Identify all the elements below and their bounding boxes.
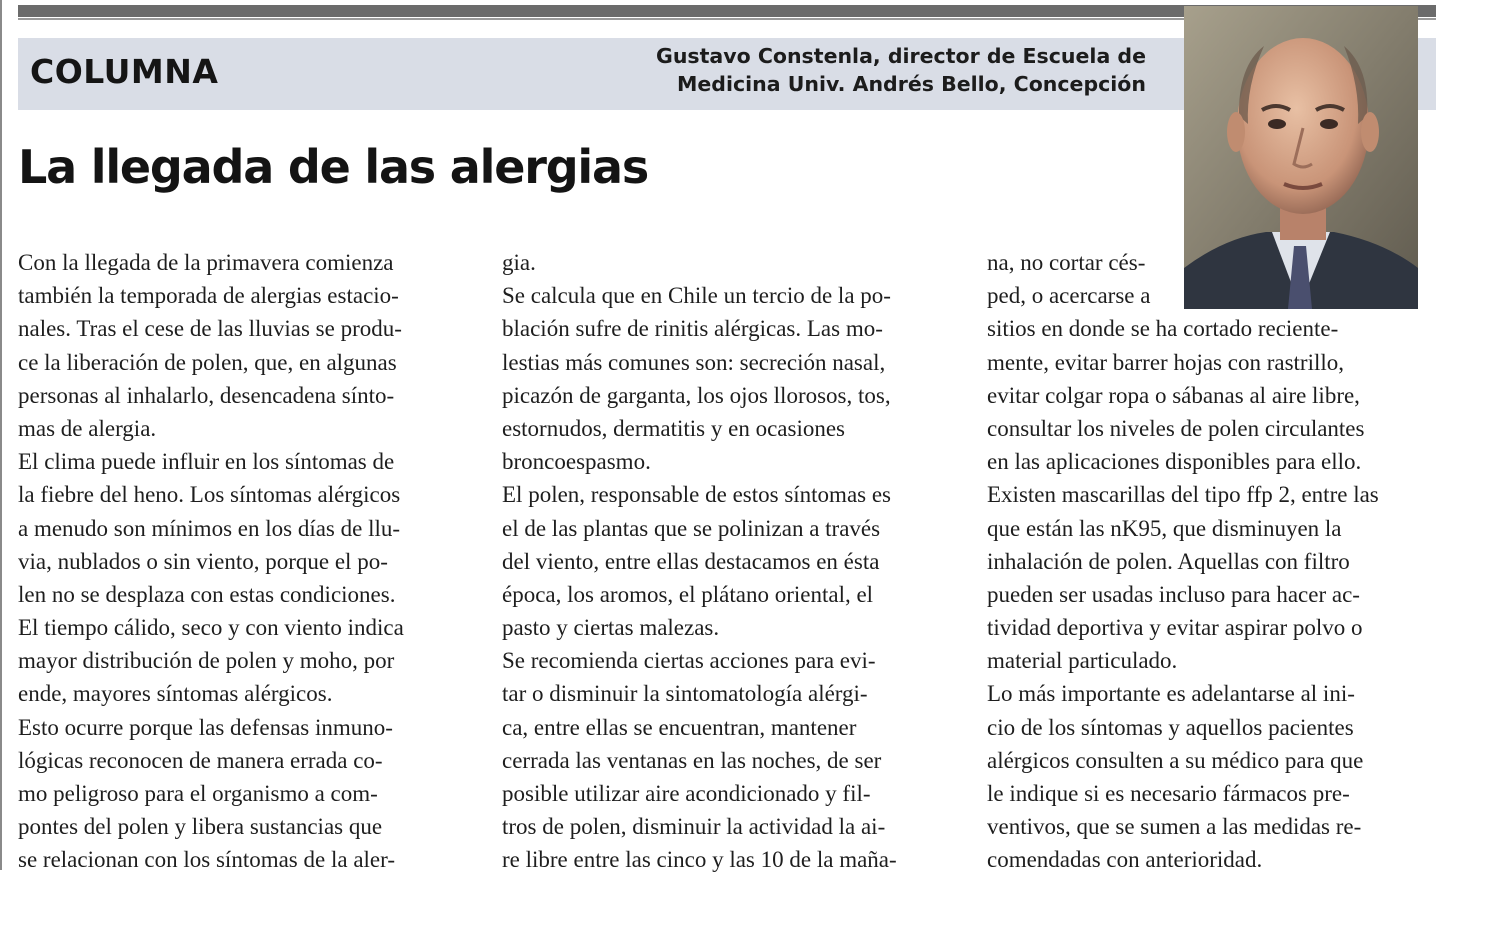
text-line: la fiebre del heno. Los síntomas alérgicos (18, 482, 401, 508)
byline-line: Gustavo Constenla, director de Escuela de (656, 44, 1146, 68)
text-line: época, los aromos, el plátano oriental, el (502, 581, 874, 607)
text-line: Esto ocurre porque las defensas inmuno- (18, 714, 393, 740)
text-line: via, nublados o sin viento, porque el po- (18, 548, 388, 574)
text-line: material particulado. (987, 648, 1178, 674)
text-line: broncoespasmo. (502, 449, 651, 475)
text-line: evitar colgar ropa o sábanas al aire libre, (987, 382, 1360, 408)
text-line: tividad deportiva y evitar aspirar polvo o (987, 615, 1363, 641)
text-line: Existen mascarillas del tipo ffp 2, entre las (987, 482, 1379, 508)
text-line: tar o disminuir la sintomatología alérgi- (502, 681, 868, 707)
text-line: mo peligroso para el organismo a com- (18, 781, 378, 806)
text-line: lógicas reconocen de manera errada co- (18, 747, 383, 773)
text-line: El tiempo cálido, seco y con viento indica (18, 615, 404, 641)
text-line: El clima puede influir en los síntomas de (18, 449, 395, 475)
text-line: Se calcula que en Chile un tercio de la po- (502, 283, 891, 309)
text-line: del viento, entre ellas destacamos en ésta (502, 548, 880, 574)
text-line: pueden ser usadas incluso para hacer ac- (987, 581, 1360, 607)
text-line: Lo más importante es adelantarse al ini- (987, 681, 1355, 707)
text-line: a menudo son mínimos en los días de llu- (18, 515, 401, 541)
byline-line: Medicina Univ. Andrés Bello, Concepción (676, 72, 1146, 96)
text-line: tros de polen, disminuir la actividad la ai- (502, 814, 886, 840)
text-line: posible utilizar aire acondicionado y fil- (502, 781, 871, 806)
text-line: blación sufre de rinitis alérgicas. Las mo- (502, 316, 883, 342)
text-line: ca, entre ellas se encuentran, mantener (502, 714, 857, 740)
text-line: El polen, responsable de estos síntomas es (502, 482, 892, 508)
text-line: Se recomienda ciertas acciones para evi- (502, 648, 876, 674)
text-line: picazón de garganta, los ojos llorosos, tos, (502, 382, 891, 408)
text-line: ende, mayores síntomas alérgicos. (18, 681, 333, 707)
text-line: gia. (502, 250, 536, 275)
text-line: lestias más comunes son: secreción nasal, (502, 349, 886, 375)
text-line: consultar los niveles de polen circulantes (987, 415, 1365, 441)
text-line: ventivos, que se sumen a las medidas re- (987, 814, 1362, 840)
text-line: mente, evitar barrer hojas con rastrillo, (987, 349, 1344, 375)
text-line: comendadas con anterioridad. (987, 847, 1263, 873)
text-line: cerrada las ventanas en las noches, de ser (502, 747, 882, 773)
text-line: alérgicos consulten a su médico para que (987, 747, 1364, 773)
text-line: ce la liberación de polen, que, en algunas (18, 349, 397, 375)
article-column-1 (18, 246, 470, 877)
text-line: re libre entre las cinco y las 10 de la maña- (502, 847, 897, 873)
text-line: pasto y ciertas malezas. (502, 615, 720, 641)
text-line: mayor distribución de polen y moho, por (18, 648, 395, 674)
article-headline: La llegada de las alergias (18, 140, 649, 194)
text-line: también la temporada de alergias estacio- (18, 283, 399, 309)
text-line: sitios en donde se ha cortado reciente- (987, 316, 1339, 342)
text-line: nales. Tras el cese de las lluvias se produ- (18, 316, 402, 342)
text-line: en las aplicaciones disponibles para ello. (987, 449, 1362, 475)
text-line: pontes del polen y libera sustancias que (18, 814, 383, 840)
text-line: inhalación de polen. Aquellas con filtro (987, 548, 1350, 574)
article-column-3 (987, 246, 1437, 877)
text-line: len no se desplaza con estas condiciones. (18, 581, 396, 607)
text-line: el de las plantas que se polinizan a través (502, 515, 881, 541)
article-column-2 (502, 246, 954, 877)
text-line: personas al inhalarlo, desencadena sínto- (18, 382, 395, 408)
text-line: que están las nK95, que disminuyen la (987, 515, 1342, 541)
text-line: mas de alergia. (18, 415, 157, 441)
author-byline (656, 42, 1146, 98)
text-line: cio de los síntomas y aquellos pacientes (987, 714, 1354, 740)
text-line: se relacionan con los síntomas de la aler- (18, 847, 395, 873)
section-label: COLUMNA (30, 52, 219, 91)
text-line: le indique si es necesario fármacos pre- (987, 781, 1350, 806)
text-line: Con la llegada de la primavera comienza (18, 250, 394, 275)
text-line: na, no cortar cés- (987, 250, 1146, 275)
left-margin-rule (0, 0, 2, 870)
text-line: ped, o acercarse a (987, 283, 1151, 309)
text-line: estornudos, dermatitis y en ocasiones (502, 415, 846, 441)
